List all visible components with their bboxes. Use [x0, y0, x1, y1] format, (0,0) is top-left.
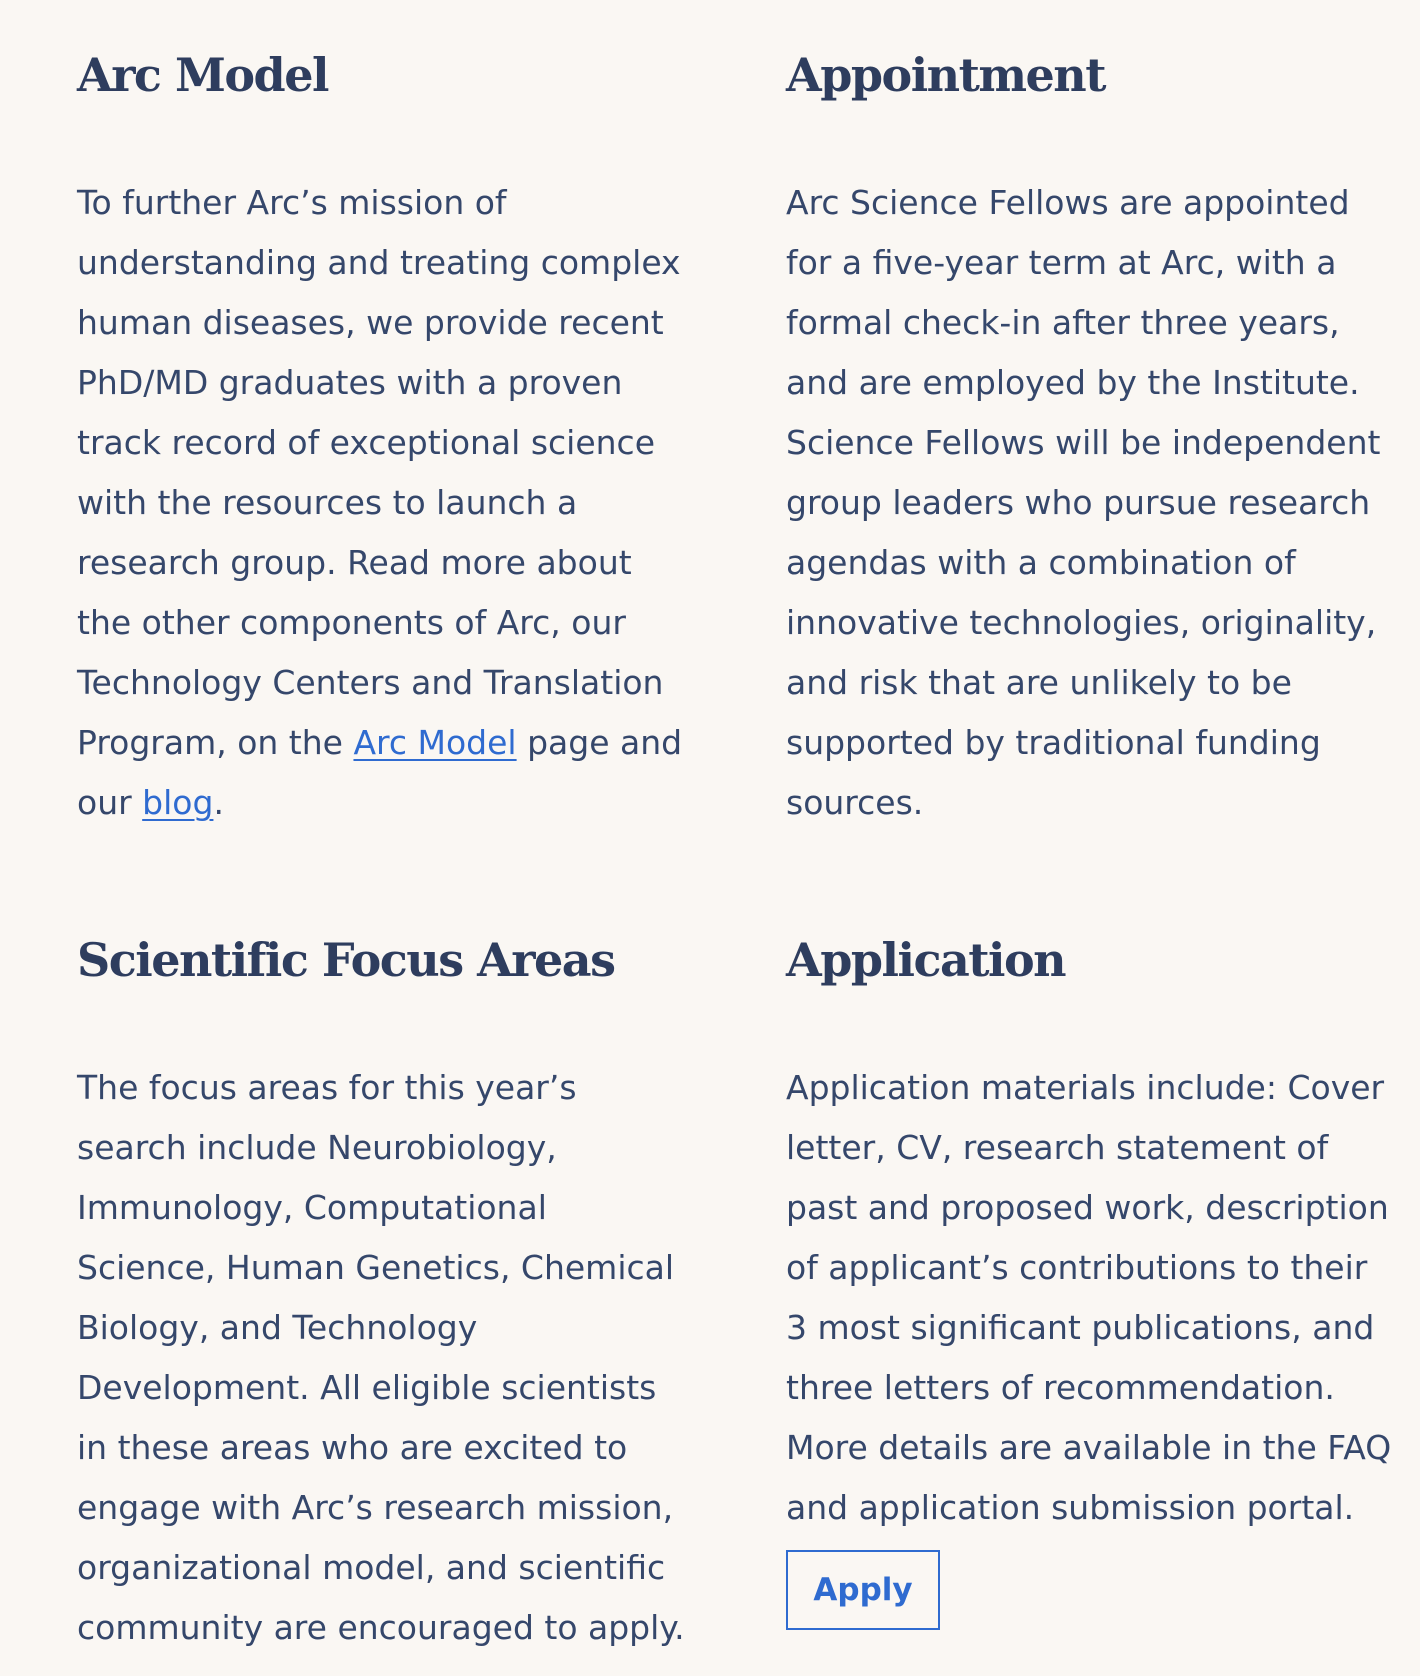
arc-model-heading: Arc Model: [77, 48, 328, 102]
line-text: .: [213, 783, 224, 822]
apply-button[interactable]: Apply: [786, 1550, 940, 1630]
application-section: [786, 925, 1406, 1538]
paragraph-line: the other components of Arc, our: [77, 603, 626, 642]
paragraph-line: Biology, and Technology: [77, 1308, 478, 1347]
focus-areas-heading: Scientific Focus Areas: [77, 933, 615, 987]
paragraph-line: past and proposed work, description: [786, 1188, 1389, 1227]
paragraph-line: with the resources to launch a: [77, 483, 578, 522]
paragraph-line: [77, 713, 683, 773]
paragraph-line: organizational model, and scientific: [77, 1548, 666, 1587]
application-paragraph: [786, 1058, 1396, 1538]
paragraph-line: group leaders who pursue research: [786, 483, 1371, 522]
paragraph-line: understanding and treating complex: [77, 243, 681, 282]
paragraph-line: The focus areas for this year’s: [77, 1068, 577, 1107]
focus-areas-section: [77, 925, 697, 1658]
paragraph-line: in these areas who are excited to: [77, 1428, 628, 1467]
paragraph-line: and are employed by the Institute.: [786, 363, 1360, 402]
paragraph-line: formal check-in after three years,: [786, 303, 1340, 342]
paragraph-line: 3 most significant publications, and: [786, 1308, 1375, 1347]
paragraph-line: engage with Arc’s research mission,: [77, 1488, 674, 1527]
line-text: Program, on the: [77, 723, 354, 762]
paragraph-line: search include Neurobiology,: [77, 1128, 557, 1167]
paragraph-line: of applicant’s contributions to their: [786, 1248, 1368, 1287]
appointment-paragraph: [786, 173, 1396, 833]
application-heading: Application: [786, 933, 1066, 987]
focus-areas-paragraph: [77, 1058, 685, 1658]
paragraph-line: To further Arc’s mission of: [77, 183, 507, 222]
paragraph-line: Arc Science Fellows are appointed: [786, 183, 1350, 222]
paragraph-line: innovative technologies, originality,: [786, 603, 1377, 642]
paragraph-line: community are encouraged to apply.: [77, 1608, 685, 1647]
paragraph-line: Science Fellows will be independent: [786, 423, 1381, 462]
arc-model-link[interactable]: Arc Model: [353, 723, 517, 762]
paragraph-line: [77, 773, 677, 833]
arc-model-paragraph: [77, 173, 683, 833]
paragraph-line: three letters of recommendation.: [786, 1368, 1335, 1407]
paragraph-line: agendas with a combination of: [786, 543, 1296, 582]
paragraph-line: sources.: [786, 783, 924, 822]
blog-link[interactable]: blog: [142, 783, 214, 822]
paragraph-line: letter, CV, research statement of: [786, 1128, 1329, 1167]
paragraph-line: Technology Centers and Translation: [77, 663, 664, 702]
paragraph-line: for a five-year term at Arc, with a: [786, 243, 1337, 282]
line-text: our: [77, 783, 143, 822]
paragraph-line: Immunology, Computational: [77, 1188, 547, 1227]
paragraph-line: PhD/MD graduates with a proven: [77, 363, 623, 402]
line-text: page and: [516, 723, 683, 762]
paragraph-line: and application submission portal.: [786, 1488, 1355, 1527]
paragraph-line: supported by traditional funding: [786, 723, 1321, 762]
paragraph-line: track record of exceptional science: [77, 423, 655, 462]
paragraph-line: Application materials include: Cover: [786, 1068, 1385, 1107]
paragraph-line: Development. All eligible scientists: [77, 1368, 657, 1407]
appointment-section: [786, 40, 1406, 833]
arc-model-section: [77, 40, 697, 833]
paragraph-line: human diseases, we provide recent: [77, 303, 664, 342]
paragraph-line: research group. Read more about: [77, 543, 632, 582]
paragraph-line: and risk that are unlikely to be: [786, 663, 1292, 702]
appointment-heading: Appointment: [786, 48, 1105, 102]
paragraph-line: Science, Human Genetics, Chemical: [77, 1248, 675, 1287]
paragraph-line: More details are available in the FAQ: [786, 1428, 1392, 1467]
